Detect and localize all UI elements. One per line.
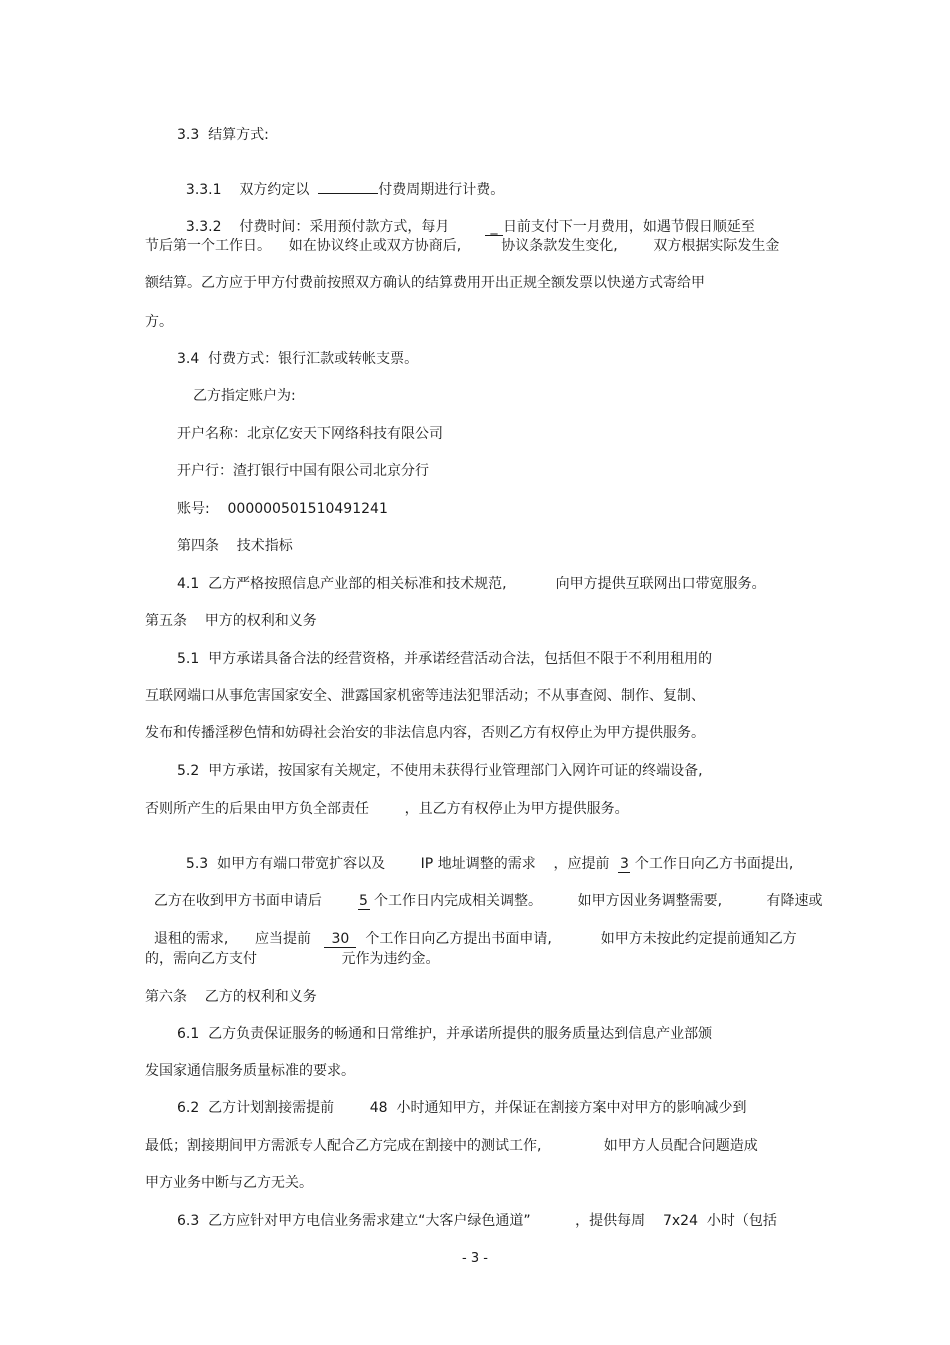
paragraph-line: 3.3 结算方式: [177,127,269,143]
text-segment: 付费周期进行计费。 [378,182,505,198]
paragraph-line: 6.2 乙方计划割接需提前 48 小时通知甲方，并保证在割接方案中对甲方的影响减少到 [177,1100,747,1116]
text-segment: 个工作日向乙方提出书面申请, 如甲方未按此约定提前通知乙方 [356,931,797,947]
paragraph-line: 乙方指定账户为: [193,388,296,404]
paragraph-line: 4.1 乙方严格按照信息产业部的相关标准和技术规范, 向甲方提供互联网出口带宽服务。 [177,576,766,592]
paragraph-line [145,912,797,948]
paragraph-line: 5.2 甲方承诺，按国家有关规定，不使用未获得行业管理部门入网许可证的终端设备, [177,763,703,779]
paragraph-line: 的，需向乙方支付 元作为违约金。 [145,951,440,967]
section-heading: 第五条 甲方的权利和义务 [145,613,317,629]
paragraph-line: 甲方业务中断与乙方无关。 [145,1175,313,1191]
paragraph-line: 发布和传播淫秽色情和妨碍社会治安的非法信息内容，否则乙方有权停止为甲方提供服务。 [145,725,705,741]
blank-field [318,193,378,194]
text-segment: 3.3.1 双方约定以 [185,182,319,198]
paragraph-line [177,163,504,199]
paragraph-line: 最低；割接期间甲方需派专人配合乙方完成在割接中的测试工作, 如甲方人员配合问题造成 [145,1138,758,1154]
paragraph-line: 账号: 000000501510491241 [177,501,388,517]
blank-field: _ [485,220,503,236]
paragraph-line: 开户名称：北京亿安天下网络科技有限公司 [177,426,443,442]
blank-field: 30 [324,932,356,948]
paragraph-line: 额结算。乙方应于甲方付费前按照双方确认的结算费用开出正规全额发票以快递方式寄给甲 [145,275,705,291]
paragraph-line: 发国家通信服务质量标准的要求。 [145,1063,355,1079]
text-segment: 个工作日内完成相关调整。 如甲方因业务调整需要, 有降速或 [369,893,823,909]
paragraph-line: 6.1 乙方负责保证服务的畅通和日常维护，并承诺所提供的服务质量达到信息产业部颁 [177,1026,713,1042]
text-segment: 退租的需求, 应当提前 [153,931,325,947]
paragraph-line: 5.1 甲方承诺具备合法的经营资格，并承诺经营活动合法，包括但不限于不利用租用的 [177,651,713,667]
paragraph-line: 6.3 乙方应针对甲方电信业务需求建立“大客户绿色通道” ，提供每周 7x24 小时（包括 [177,1213,777,1229]
blank-field: 5 [359,893,368,909]
paragraph-line [177,837,793,873]
text-segment: 3.3.2 付费时间：采用预付款方式，每月 [185,219,485,235]
text-segment: 5.3 如甲方有端口带宽扩容以及 IP 地址调整的需求 ，应提前 [185,856,619,872]
text-segment: 个工作日向乙方书面提出, [630,856,794,872]
section-heading: 第六条 乙方的权利和义务 [145,989,317,1005]
paragraph-line [145,874,823,910]
paragraph-line: 方。 [145,314,173,330]
text-segment: 日前支付下一月费用，如遇节假日顺延至 [502,219,755,235]
paragraph-line: 否则所产生的后果由甲方负全部责任 ，且乙方有权停止为甲方提供服务。 [145,801,629,817]
paragraph-line: 开户行：渣打银行中国有限公司北京分行 [177,463,429,479]
paragraph-line [177,200,755,236]
paragraph-line: 互联网端口从事危害国家安全、泄露国家机密等违法犯罪活动；不从事查阅、制作、复制、 [145,688,705,704]
text-segment: 乙方在收到甲方书面申请后 [153,893,358,909]
paragraph-line: 3.4 付费方式：银行汇款或转帐支票。 [177,351,419,367]
paragraph-line: 节后第一个工作日。 如在协议终止或双方协商后, 协议条款发生变化, 双方根据实际发生金 [145,238,780,254]
page-number: - 3 - [462,1251,488,1266]
blank-field: 3 [619,856,629,872]
section-heading: 第四条 技术指标 [177,538,293,554]
